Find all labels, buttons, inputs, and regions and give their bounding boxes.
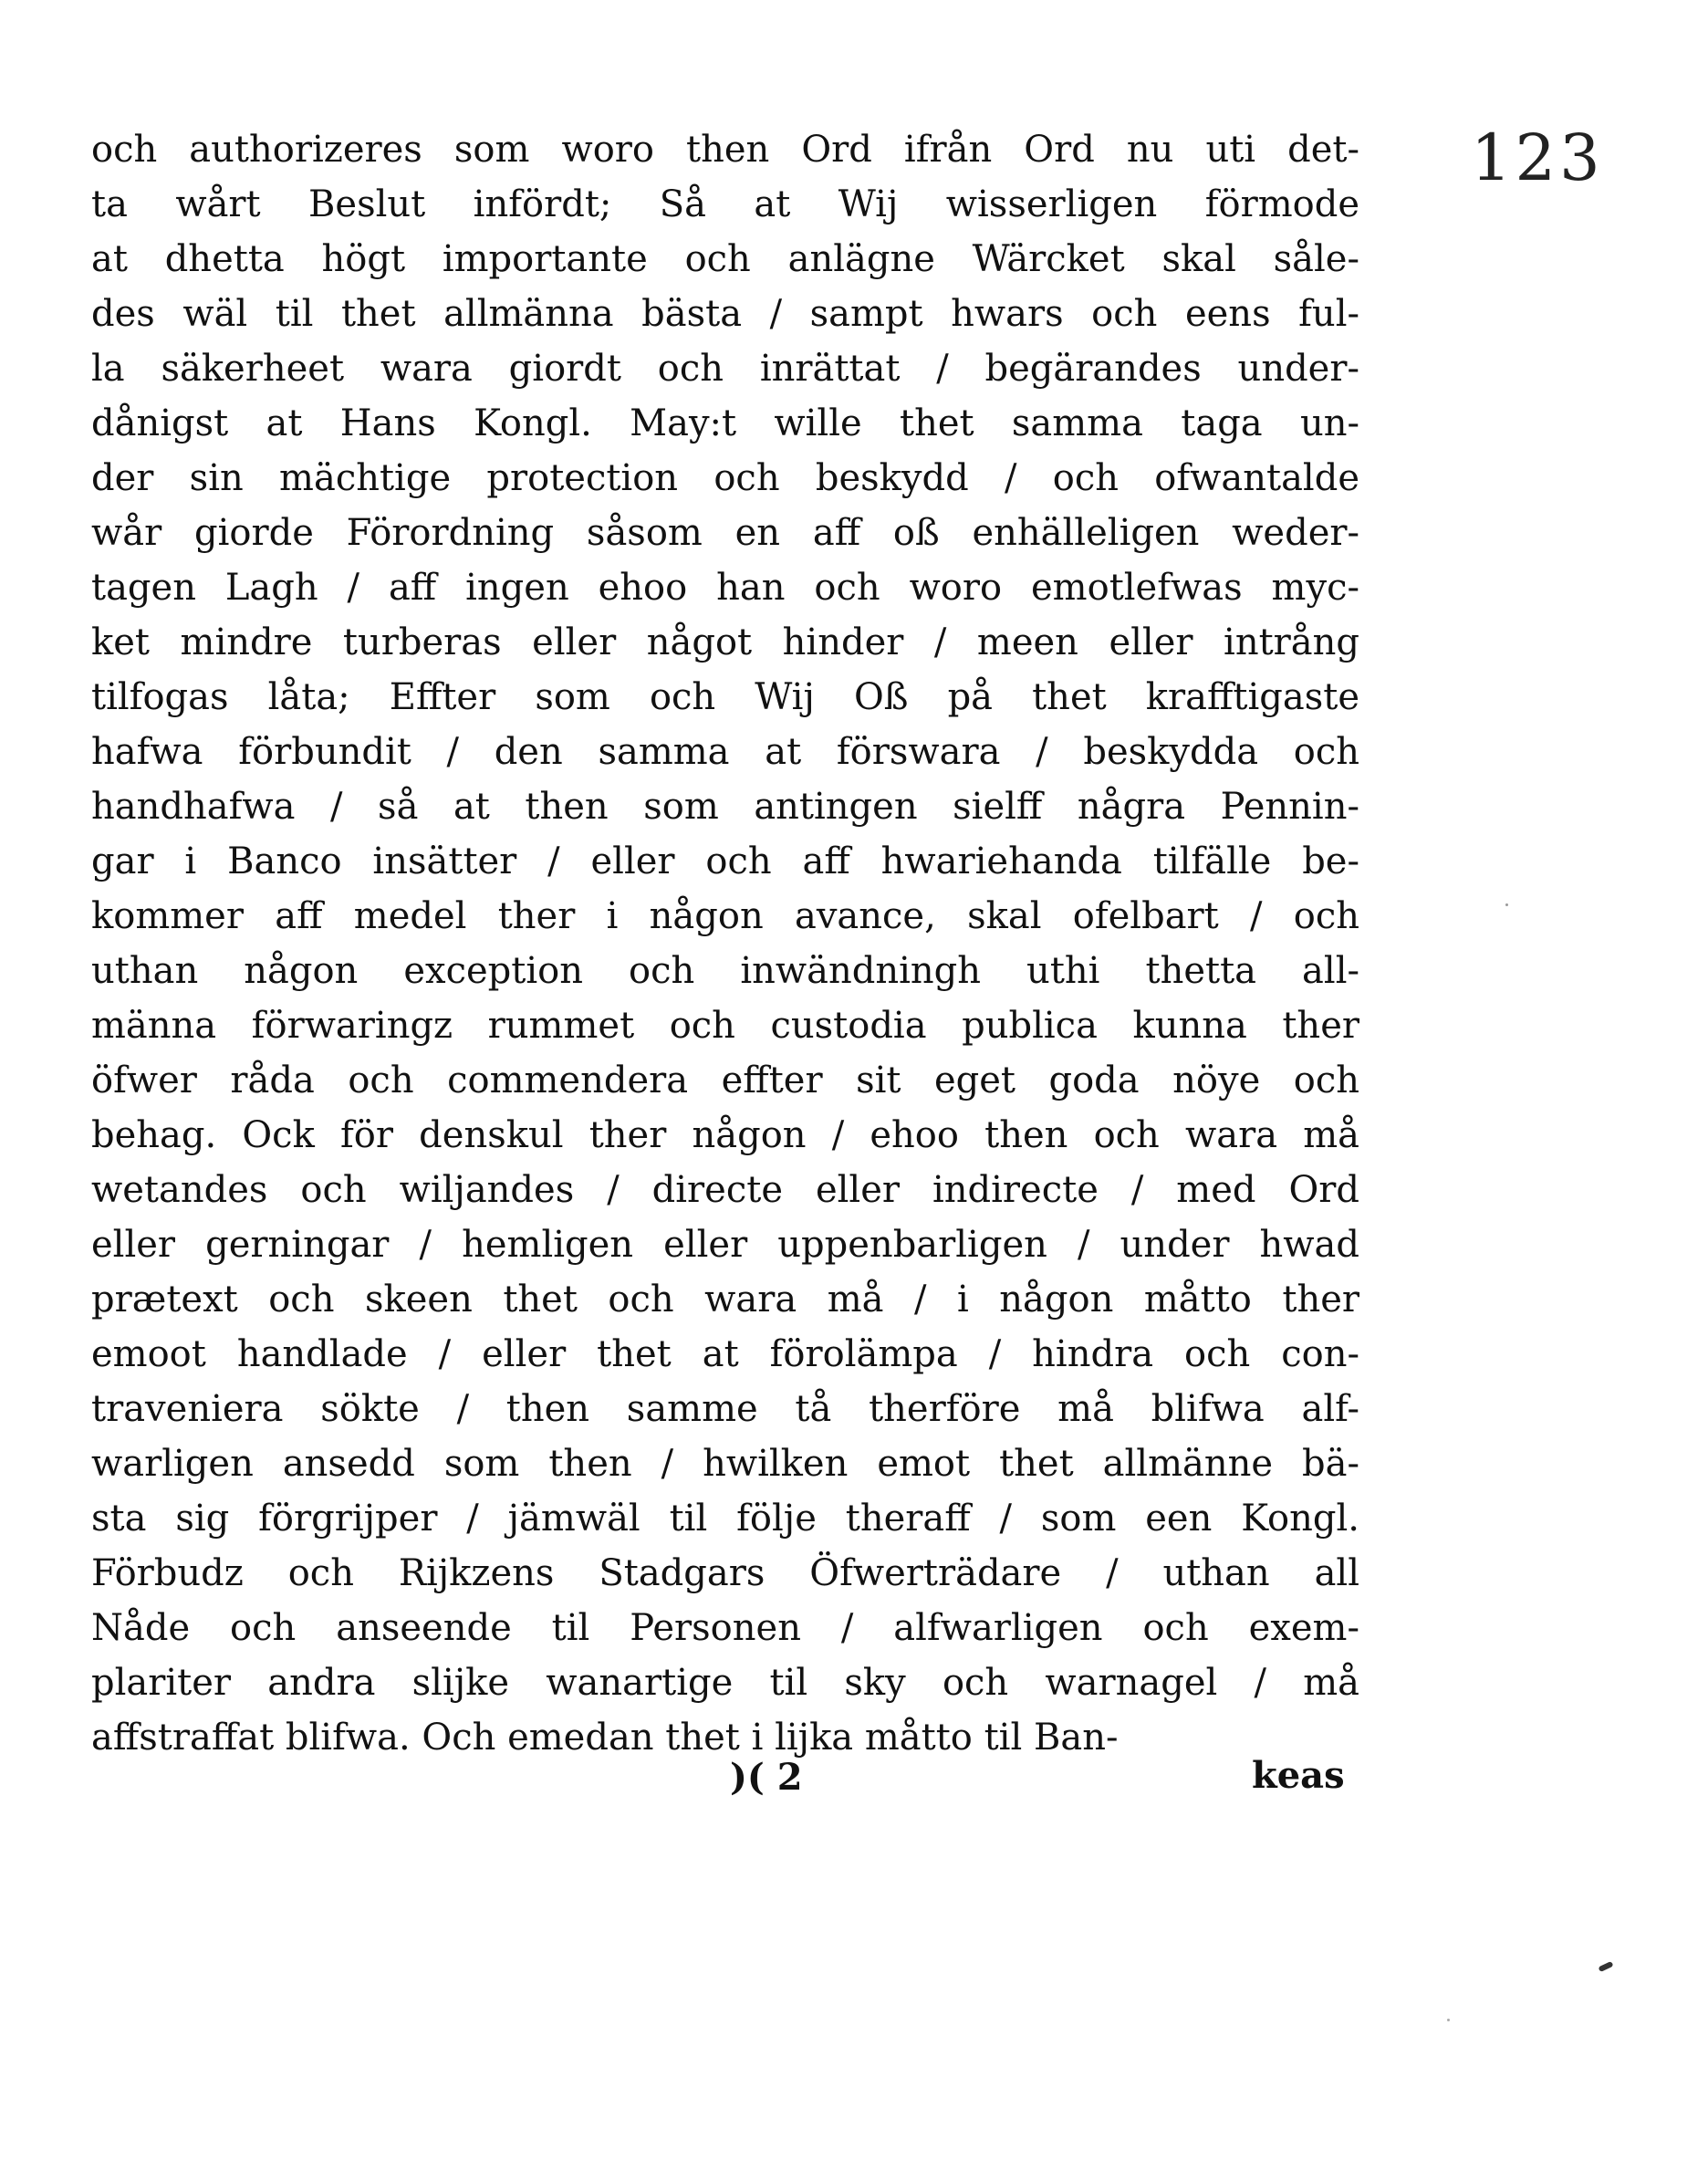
signature-mark: )( 2	[730, 1756, 803, 1799]
text-line: dånigst at Hans Kongl. May:t wille thet samma taga un-	[91, 402, 1359, 444]
text-line: wår giorde Förordning såsom en aff oß enhälleligen weder-	[91, 512, 1359, 554]
catchword: keas	[1252, 1754, 1345, 1797]
ink-speck	[1598, 1961, 1613, 1972]
text-line: hafwa förbundit / den samma at förswara / beskydda och	[91, 731, 1359, 773]
text-line: Förbudz och Rijkzens Stadgars Öfwerträdare / uthan all	[91, 1552, 1359, 1594]
text-line: och authorizeres som woro then Ord ifrån Ord nu uti det-	[91, 129, 1359, 171]
text-line: traveniera sökte / then samme tå therföre må blifwa alf-	[91, 1388, 1359, 1430]
page-number: 123	[1471, 120, 1604, 195]
text-line: tilfogas låta; Effter som och Wij Oß på thet krafftigaste	[91, 676, 1359, 718]
text-line: affstraffat blifwa. Och emedan thet i lijka måtto til Ban-	[91, 1717, 1119, 1759]
text-line: behag. Ock för denskul ther någon / ehoo then och wara må	[91, 1114, 1359, 1156]
text-line: männa förwaringz rummet och custodia publica kunna ther	[91, 1005, 1359, 1047]
text-line: plariter andra slijke wanartige til sky och warnagel / må	[91, 1662, 1359, 1704]
text-line: at dhetta högt importante och anlägne Wärcket skal såle-	[91, 238, 1359, 280]
text-line: der sin mächtige protection och beskydd / och ofwantalde	[91, 457, 1359, 499]
text-line: eller gerningar / hemligen eller uppenbarligen / under hwad	[91, 1224, 1359, 1266]
text-line: ket mindre turberas eller något hinder / meen eller intrång	[91, 621, 1359, 663]
body-text	[91, 122, 1359, 1765]
text-line: uthan någon exception och inwändningh uthi thetta all-	[91, 950, 1359, 992]
ink-speck	[1505, 903, 1508, 906]
ink-speck	[1447, 2019, 1450, 2021]
text-line: wetandes och wiljandes / directe eller indirecte / med Ord	[91, 1169, 1359, 1211]
text-line: tagen Lagh / aff ingen ehoo han och woro emotlefwas myc-	[91, 567, 1359, 609]
text-line: Nåde och anseende til Personen / alfwarligen och exem-	[91, 1607, 1359, 1649]
text-line: gar i Banco insätter / eller och aff hwariehanda tilfälle be-	[91, 840, 1359, 882]
text-line: warligen ansedd som then / hwilken emot thet allmänne bä-	[91, 1443, 1359, 1485]
text-line: emoot handlade / eller thet at förolämpa / hindra och con-	[91, 1333, 1359, 1375]
text-line: öfwer råda och commendera effter sit eget goda nöye och	[91, 1060, 1359, 1101]
text-line: des wäl til thet allmänna bästa / sampt hwars och eens ful-	[91, 293, 1359, 335]
text-line: kommer aff medel ther i någon avance, skal ofelbart / och	[91, 895, 1359, 937]
text-line: prætext och skeen thet och wara må / i någon måtto ther	[91, 1279, 1359, 1321]
text-line: handhafwa / så at then som antingen sielff några Pennin-	[91, 786, 1359, 828]
text-line: ta wårt Beslut infördt; Så at Wij wisserligen förmode	[91, 183, 1359, 225]
text-line: sta sig förgrijper / jämwäl til följe theraff / som een Kongl.	[91, 1498, 1359, 1540]
text-line: la säkerheet wara giordt och inrättat / begärandes under-	[91, 348, 1359, 390]
